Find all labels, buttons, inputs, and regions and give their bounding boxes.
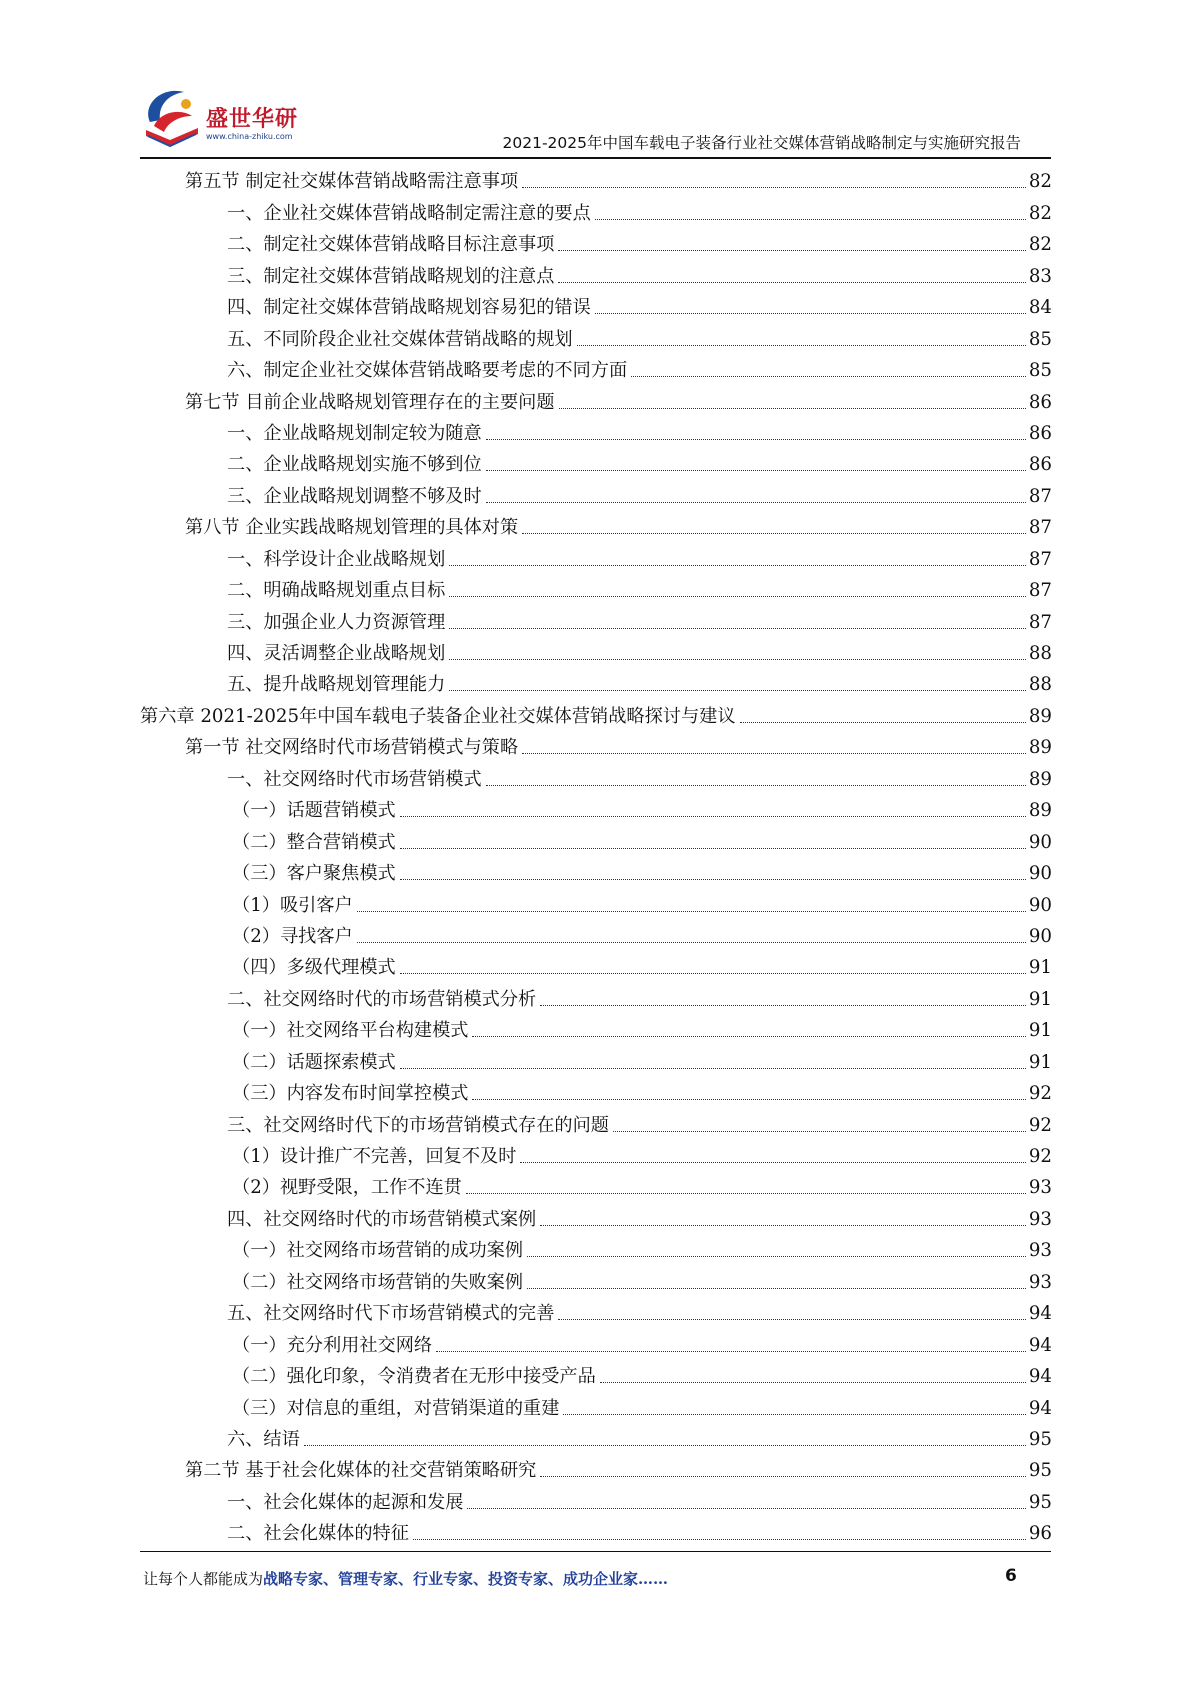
toc-entry-page: 91: [1028, 1020, 1052, 1042]
toc-entry-page: 90: [1028, 863, 1052, 885]
toc-entry[interactable]: [140, 1169, 1052, 1200]
toc-entry-label: （三）客户聚焦模式: [232, 863, 396, 885]
toc-entry-label: 一、科学设计企业战略规划: [227, 548, 446, 570]
toc-entry-label: （一）社交网络市场营销的成功案例: [232, 1240, 524, 1262]
toc-dot-leader: [400, 1068, 1026, 1069]
toc-dot-leader: [449, 628, 1026, 629]
toc-entry[interactable]: [140, 1232, 1052, 1263]
toc-dot-leader: [631, 376, 1026, 377]
toc-dot-leader: [558, 250, 1025, 251]
toc-entry-page: 85: [1028, 328, 1052, 350]
toc-entry-label: 第二节 基于社会化媒体的社交营销策略研究: [185, 1460, 537, 1482]
toc-entry-page: 94: [1028, 1397, 1052, 1419]
toc-entry-label: （四）多级代理模式: [232, 957, 396, 979]
toc-dot-leader: [449, 596, 1026, 597]
toc-dot-leader: [413, 1539, 1026, 1540]
toc-entry[interactable]: [140, 1483, 1052, 1514]
toc-dot-leader: [486, 439, 1026, 440]
toc-entry-page: 89: [1028, 800, 1052, 822]
toc-entry[interactable]: [140, 1138, 1052, 1169]
toc-entry[interactable]: [140, 760, 1052, 791]
toc-entry[interactable]: [140, 697, 1052, 728]
toc-dot-leader: [449, 690, 1026, 691]
toc-dot-leader: [522, 187, 1026, 188]
toc-entry-label: 第六章 2021-2025年中国车载电子装备企业社交媒体营销战略探讨与建议: [140, 705, 736, 727]
toc-entry-page: 92: [1028, 1083, 1052, 1105]
toc-entry-page: 88: [1028, 674, 1052, 696]
toc-entry-page: 89: [1028, 768, 1052, 790]
toc-entry[interactable]: [140, 1295, 1052, 1326]
toc-dot-leader: [522, 753, 1026, 754]
toc-entry-label: （二）整合营销模式: [232, 831, 396, 853]
toc-entry[interactable]: [140, 477, 1052, 508]
toc-entry-page: 91: [1028, 957, 1052, 979]
toc-entry[interactable]: [140, 446, 1052, 477]
toc-entry[interactable]: [140, 540, 1052, 571]
logo-mark-icon: [140, 82, 206, 152]
toc-entry-label: 二、制定社交媒体营销战略目标注意事项: [227, 234, 555, 256]
toc-entry-page: 96: [1028, 1523, 1052, 1545]
toc-entry-page: 88: [1028, 643, 1052, 664]
toc-entry-label: （一）社交网络平台构建模式: [232, 1020, 469, 1042]
toc-entry[interactable]: [140, 1043, 1052, 1074]
toc-entry-label: 二、企业战略规划实施不够到位: [227, 454, 482, 476]
toc-entry[interactable]: [140, 949, 1052, 980]
toc-entry[interactable]: [140, 980, 1052, 1011]
toc-entry-label: 一、社交网络时代市场营销模式: [227, 768, 482, 790]
toc-entry-page: 91: [1028, 1051, 1052, 1073]
toc-entry-label: 四、社交网络时代的市场营销模式案例: [227, 1208, 537, 1230]
toc-dot-leader: [595, 313, 1026, 314]
toc-dot-leader: [449, 565, 1026, 566]
toc-entry-page: 92: [1028, 1146, 1052, 1167]
toc-entry-page: 82: [1028, 234, 1052, 256]
toc-entry-label: 二、明确战略规划重点目标: [227, 580, 446, 602]
toc-dot-leader: [563, 1414, 1025, 1415]
toc-entry-label: （2）寻找客户: [232, 925, 353, 947]
toc-entry-page: 82: [1028, 202, 1052, 224]
toc-entry-page: 93: [1028, 1208, 1052, 1230]
toc-dot-leader: [486, 470, 1026, 471]
toc-entry-page: 89: [1028, 705, 1052, 727]
toc-dot-leader: [472, 1099, 1025, 1100]
toc-entry-label: 五、提升战略规划管理能力: [227, 674, 446, 696]
toc-dot-leader: [486, 785, 1026, 786]
report-title: 2021-2025年中国车载电子装备行业社交媒体营销战略制定与实施研究报告: [502, 134, 1021, 152]
toc-entry[interactable]: [140, 289, 1052, 320]
toc-entry[interactable]: [140, 1200, 1052, 1231]
page-number: 6: [1005, 1566, 1017, 1586]
toc-entry-label: 五、社交网络时代下市场营销模式的完善: [227, 1303, 555, 1325]
toc-entry-label: 二、社会化媒体的特征: [227, 1523, 409, 1545]
toc-dot-leader: [400, 879, 1026, 880]
footer-slogan-roles: 战略专家、管理专家、行业专家、投资专家、成功企业家……: [263, 1570, 669, 1588]
toc-entry-label: （二）社交网络市场营销的失败案例: [232, 1271, 524, 1293]
toc-entry[interactable]: [140, 320, 1052, 351]
toc-dot-leader: [595, 219, 1026, 220]
toc-dot-leader: [449, 659, 1026, 660]
toc-entry-label: 第八节 企业实践战略规划管理的具体对策: [185, 517, 519, 539]
header-divider: [140, 157, 1051, 159]
toc-entry-label: （二）强化印象，令消费者在无形中接受产品: [232, 1366, 596, 1388]
toc-dot-leader: [540, 1225, 1026, 1226]
toc-entry[interactable]: [140, 1515, 1052, 1546]
toc-entry-label: （1）吸引客户: [232, 894, 353, 916]
toc-entry-page: 94: [1028, 1366, 1052, 1388]
toc-dot-leader: [400, 848, 1026, 849]
toc-entry[interactable]: [140, 603, 1052, 634]
toc-entry-page: 82: [1028, 171, 1052, 193]
toc-entry-page: 90: [1028, 894, 1052, 916]
toc-entry-page: 90: [1028, 831, 1052, 853]
toc-entry-page: 93: [1028, 1240, 1052, 1262]
toc-entry-label: 三、企业战略规划调整不够及时: [227, 485, 482, 507]
toc-entry-label: 一、社会化媒体的起源和发展: [227, 1491, 464, 1513]
toc-entry[interactable]: [140, 194, 1052, 225]
toc-entry-label: 一、企业社交媒体营销战略制定需注意的要点: [227, 202, 591, 224]
toc-entry-label: 六、制定企业社交媒体营销战略要考虑的不同方面: [227, 360, 628, 382]
toc-entry-page: 86: [1028, 422, 1052, 444]
toc-entry[interactable]: [140, 352, 1052, 383]
toc-dot-leader: [558, 1319, 1025, 1320]
toc-entry-label: （一）充分利用社交网络: [232, 1334, 433, 1356]
toc-entry-page: 92: [1028, 1114, 1052, 1136]
toc-dot-leader: [466, 1193, 1026, 1194]
toc-entry-label: （三）内容发布时间掌控模式: [232, 1083, 469, 1105]
toc-dot-leader: [577, 345, 1026, 346]
toc-entry[interactable]: [140, 415, 1052, 446]
toc-dot-leader: [304, 1445, 1026, 1446]
toc-dot-leader: [436, 1351, 1026, 1352]
toc-entry-page: 91: [1028, 988, 1052, 1010]
toc-entry-page: 93: [1028, 1271, 1052, 1293]
toc-entry[interactable]: [140, 1075, 1052, 1106]
toc-dot-leader: [600, 1382, 1026, 1383]
toc-entry[interactable]: [140, 1106, 1052, 1137]
table-of-contents: [140, 163, 1052, 1546]
logo-url: www.china-zhiku.com: [206, 132, 293, 141]
toc-dot-leader: [400, 973, 1026, 974]
toc-entry[interactable]: [140, 1326, 1052, 1357]
toc-entry-label: 五、不同阶段企业社交媒体营销战略的规划: [227, 328, 573, 350]
toc-entry[interactable]: [140, 226, 1052, 257]
toc-entry-page: 94: [1028, 1334, 1052, 1356]
toc-entry-page: 90: [1028, 925, 1052, 947]
toc-entry[interactable]: [140, 509, 1052, 540]
toc-entry-page: 95: [1028, 1428, 1052, 1450]
toc-entry-label: 三、加强企业人力资源管理: [227, 611, 446, 633]
toc-entry[interactable]: [140, 1012, 1052, 1043]
toc-entry-page: 89: [1028, 737, 1052, 759]
toc-dot-leader: [520, 1162, 1025, 1163]
toc-entry-page: 94: [1028, 1303, 1052, 1325]
toc-entry-page: 87: [1028, 517, 1052, 539]
toc-entry[interactable]: [140, 1421, 1052, 1452]
toc-entry-page: 83: [1028, 265, 1052, 287]
toc-entry[interactable]: [140, 855, 1052, 886]
toc-dot-leader: [613, 1131, 1026, 1132]
toc-entry-label: （二）话题探索模式: [232, 1051, 396, 1073]
toc-entry-label: 一、企业战略规划制定较为随意: [227, 422, 482, 444]
toc-entry[interactable]: [140, 1358, 1052, 1389]
toc-entry-label: 二、社交网络时代的市场营销模式分析: [227, 988, 537, 1010]
toc-dot-leader: [740, 722, 1026, 723]
toc-entry-page: 93: [1028, 1177, 1052, 1199]
toc-dot-leader: [559, 408, 1026, 409]
toc-dot-leader: [540, 1476, 1025, 1477]
toc-entry[interactable]: [140, 635, 1052, 666]
toc-entry-label: 第五节 制定社交媒体营销战略需注意事项: [185, 171, 519, 193]
toc-dot-leader: [540, 1005, 1026, 1006]
toc-entry-page: 87: [1028, 485, 1052, 507]
toc-entry-label: 四、灵活调整企业战略规划: [227, 643, 446, 664]
footer-slogan: [143, 1568, 668, 1589]
toc-dot-leader: [472, 1036, 1025, 1037]
toc-entry[interactable]: [140, 729, 1052, 760]
toc-entry[interactable]: [140, 383, 1052, 414]
toc-entry-label: （2）视野受限，工作不连贯: [232, 1177, 462, 1199]
toc-entry-label: 第七节 目前企业战略规划管理存在的主要问题: [185, 391, 555, 413]
toc-entry-page: 86: [1028, 454, 1052, 476]
toc-entry[interactable]: [140, 163, 1052, 194]
toc-entry-page: 95: [1028, 1460, 1052, 1482]
toc-entry[interactable]: [140, 886, 1052, 917]
toc-dot-leader: [486, 502, 1026, 503]
toc-dot-leader: [558, 282, 1025, 283]
logo-brand: 盛世华研: [206, 107, 299, 132]
toc-entry-page: 95: [1028, 1491, 1052, 1513]
toc-entry-label: 四、制定社交媒体营销战略规划容易犯的错误: [227, 297, 591, 319]
toc-entry-label: （三）对信息的重组，对营销渠道的重建: [232, 1397, 560, 1419]
toc-entry[interactable]: [140, 1263, 1052, 1294]
toc-entry[interactable]: [140, 918, 1052, 949]
logo: [140, 82, 330, 152]
toc-dot-leader: [527, 1256, 1026, 1257]
toc-entry[interactable]: [140, 792, 1052, 823]
page-header: [0, 0, 1191, 160]
toc-entry-label: 三、社交网络时代下的市场营销模式存在的问题: [227, 1114, 609, 1136]
toc-dot-leader: [357, 942, 1026, 943]
toc-entry-page: 86: [1028, 391, 1052, 413]
footer-divider: [140, 1551, 1051, 1552]
toc-entry-label: （1）设计推广不完善，回复不及时: [232, 1146, 517, 1167]
toc-entry-page: 85: [1028, 360, 1052, 382]
toc-entry-label: （一）话题营销模式: [232, 800, 396, 822]
toc-entry[interactable]: [140, 572, 1052, 603]
toc-entry-page: 87: [1028, 611, 1052, 633]
toc-entry-label: 第一节 社交网络时代市场营销模式与策略: [185, 737, 519, 759]
toc-dot-leader: [527, 1288, 1026, 1289]
toc-entry-page: 84: [1028, 297, 1052, 319]
toc-entry[interactable]: [140, 666, 1052, 697]
toc-entry[interactable]: [140, 1452, 1052, 1483]
toc-entry[interactable]: [140, 1389, 1052, 1420]
toc-entry-label: 六、结语: [227, 1428, 300, 1450]
toc-entry-page: 87: [1028, 548, 1052, 570]
toc-entry-label: 三、制定社交媒体营销战略规划的注意点: [227, 265, 555, 287]
toc-dot-leader: [467, 1508, 1025, 1509]
toc-dot-leader: [400, 816, 1026, 817]
toc-entry-page: 87: [1028, 580, 1052, 602]
toc-entry[interactable]: [140, 257, 1052, 288]
toc-dot-leader: [357, 911, 1026, 912]
toc-dot-leader: [522, 533, 1026, 534]
toc-entry[interactable]: [140, 823, 1052, 854]
footer-slogan-lead: 让每个人都能成为: [143, 1570, 264, 1588]
